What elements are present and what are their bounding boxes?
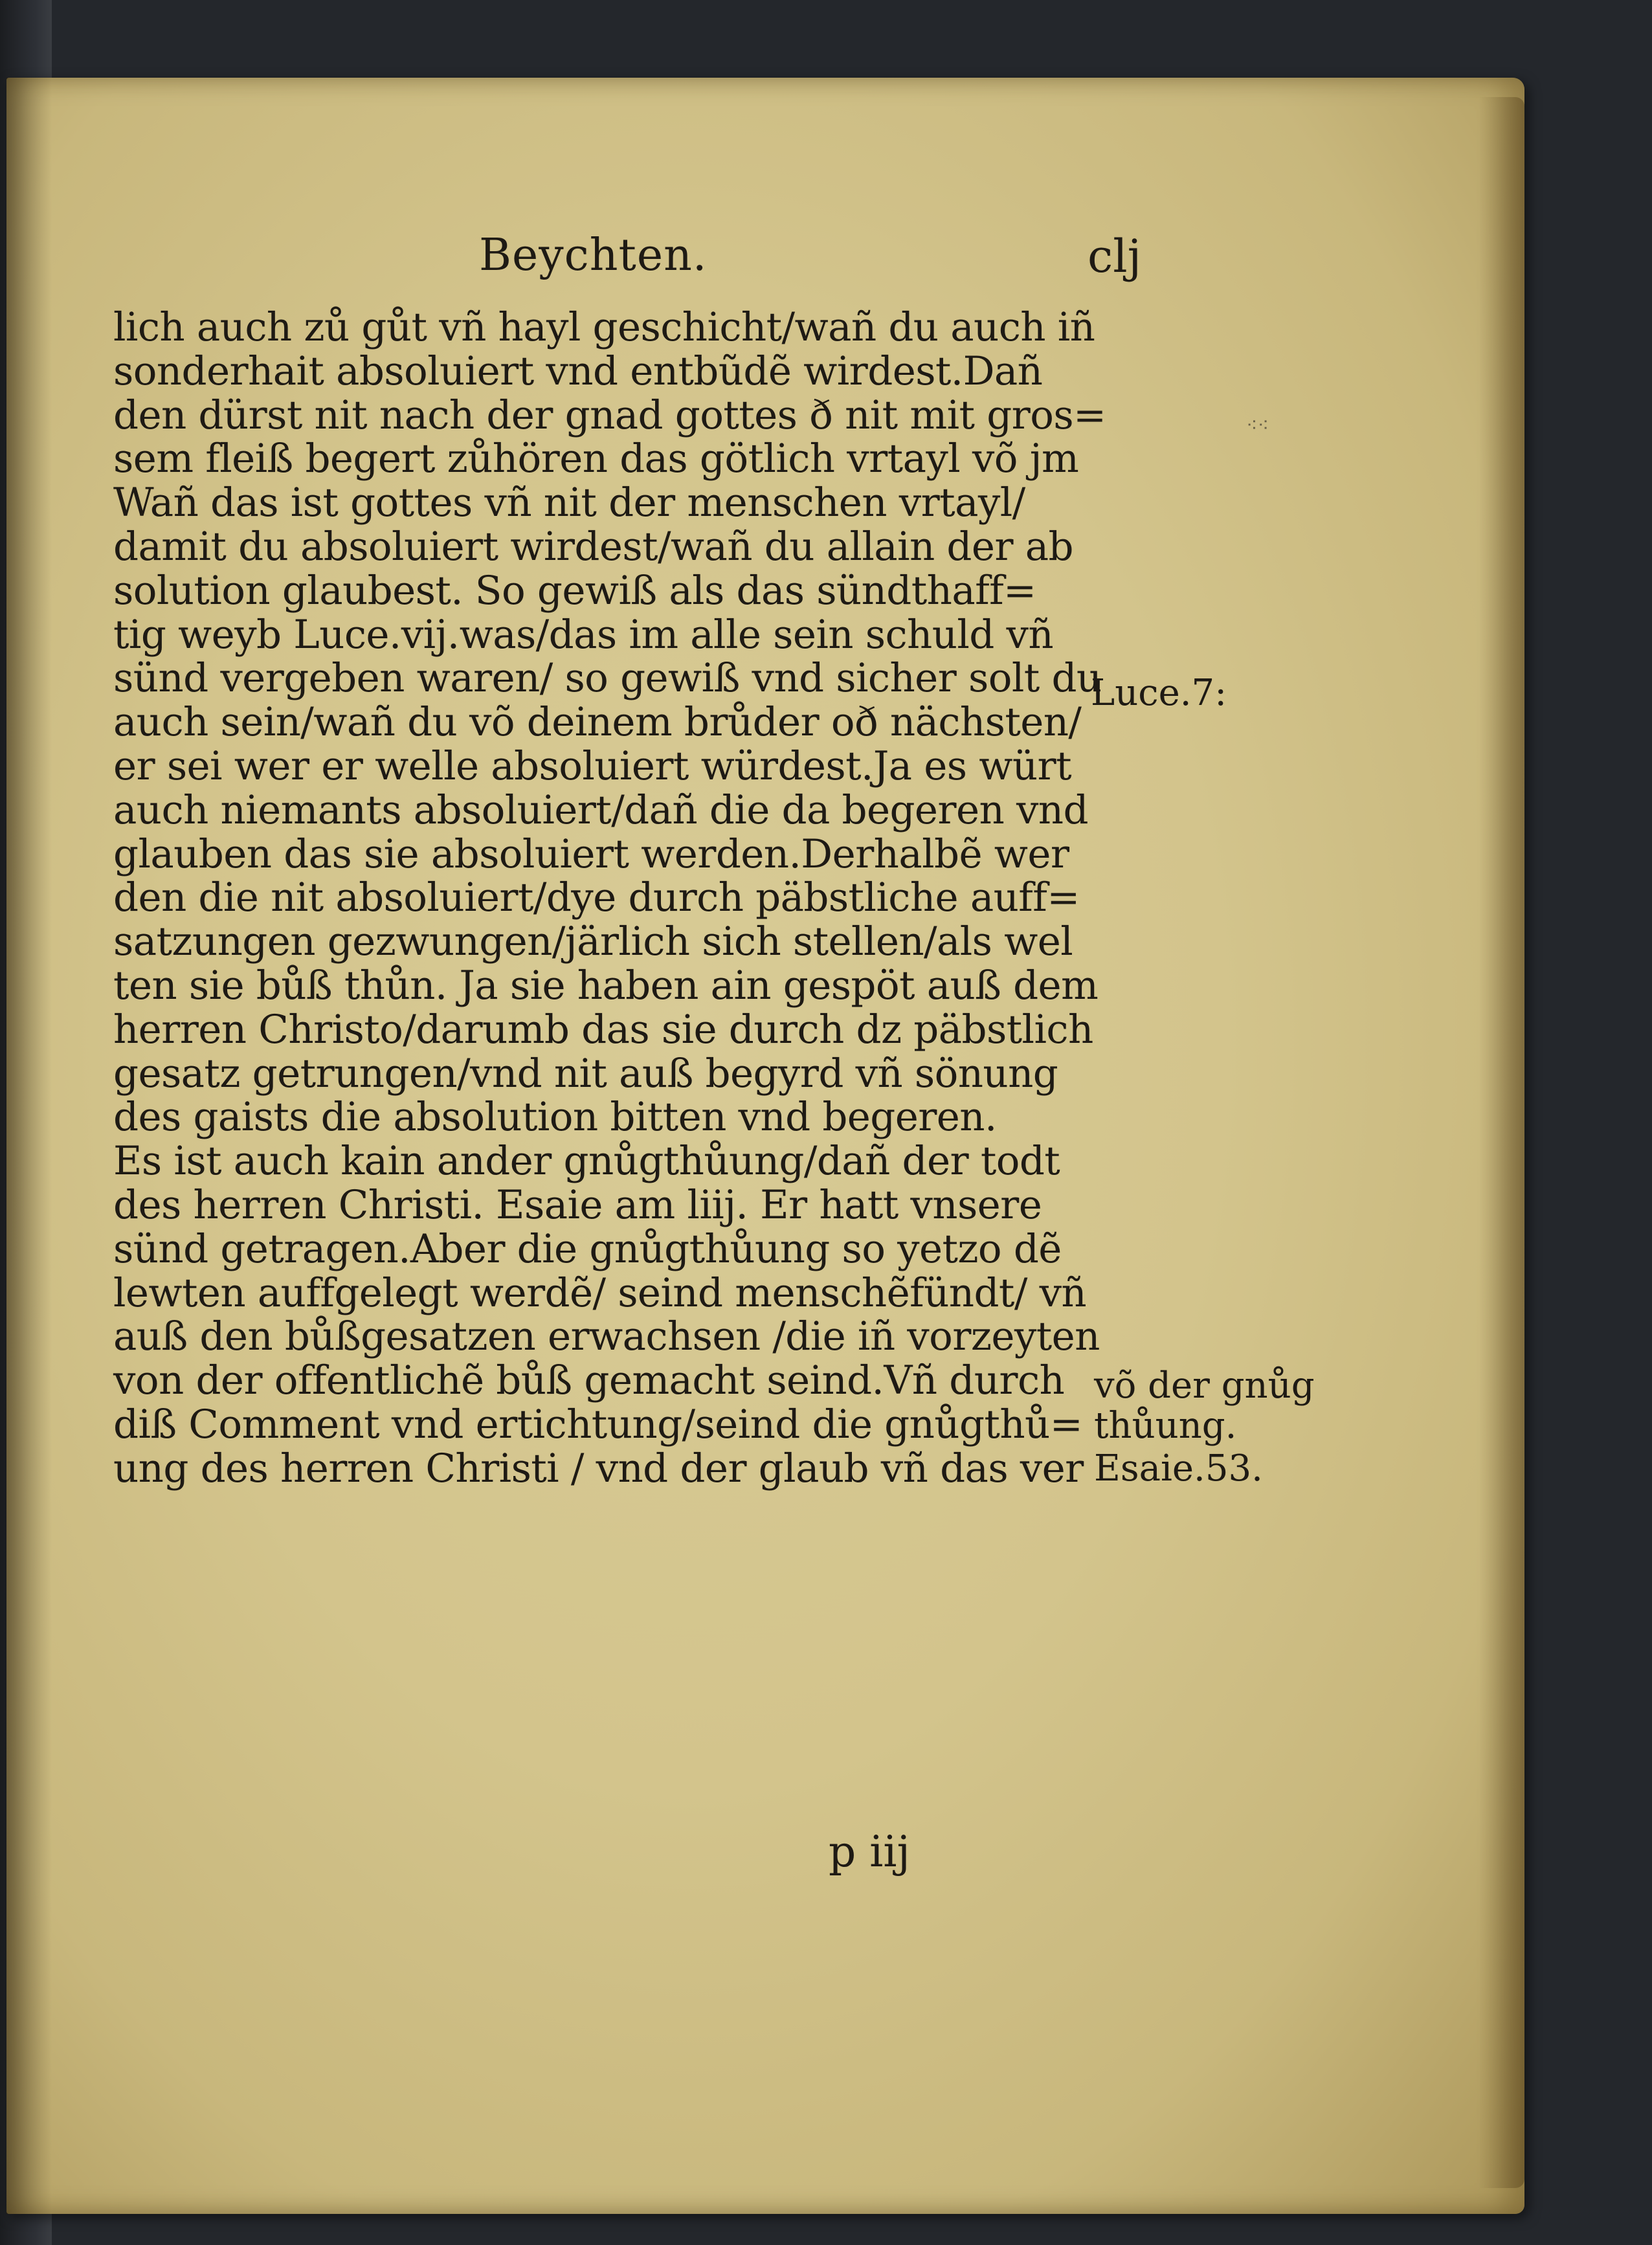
text-line: auch sein/wañ du võ deinem brůder oð nächsten/ xyxy=(113,699,1082,746)
text-line: satzungen gezwungen/järlich sich stellen/als wel xyxy=(113,919,1073,965)
body-text-block xyxy=(113,306,1110,1491)
text-line: herren Christo/darumb das sie durch dz päbstlich xyxy=(113,1006,1093,1053)
text-line: auß den bůßgesatzen erwachsen /die iñ vorzeyten xyxy=(113,1313,1100,1360)
text-line: von der offentlichẽ bůß gemacht seind.Vñ durch xyxy=(113,1357,1065,1404)
text-line: sünd getragen.Aber die gnůgthůung so yetzo dẽ xyxy=(113,1225,1062,1272)
margin-note-gnugthuung-line1: võ der gnůg xyxy=(1094,1365,1315,1407)
text-line: damit du absoluiert wirdest/wañ du allain der ab xyxy=(113,523,1073,570)
text-line: gesatz getrungen/vnd nit auß begyrd vñ sönung xyxy=(113,1050,1058,1097)
text-line: des gaists die absolution bitten vnd begeren. xyxy=(113,1094,997,1141)
margin-note-esaie: Esaie.53. xyxy=(1094,1447,1263,1490)
text-line: sem fleiß begert zůhören das götlich vrtayl võ jm xyxy=(113,436,1079,482)
margin-note-luce: Luce.7: xyxy=(1091,672,1227,714)
text-line: auch niemants absoluiert/dañ die da begeren vnd xyxy=(113,787,1088,833)
text-line: ung des herren Christi / vnd der glaub vñ das ver xyxy=(113,1445,1084,1491)
text-line: des herren Christi. Esaie am liij. Er hatt vnsere xyxy=(113,1181,1042,1228)
text-line: den dürst nit nach der gnad gottes ð nit mit gros= xyxy=(113,392,1106,438)
signature-mark: p iij xyxy=(829,1827,910,1877)
text-line: lewten auffgelegt werdẽ/ seind menschẽfündt/ vñ xyxy=(113,1269,1087,1316)
text-line: solution glaubest. So gewiß als das sündthaff= xyxy=(113,567,1036,614)
text-line: Es ist auch kain ander gnůgthůung/dañ der todt xyxy=(113,1138,1060,1185)
text-line: diß Comment vnd ertichtung/seind die gnůgthů= xyxy=(113,1401,1083,1447)
text-line: glauben das sie absoluiert werden.Derhalbẽ wer xyxy=(113,831,1069,877)
text-line: den die nit absoluiert/dye durch päbstliche auff= xyxy=(113,875,1080,921)
text-line: er sei wer er welle absoluiert würdest.Ja es würt xyxy=(113,743,1071,789)
margin-note-gnugthuung-line2: thůung. xyxy=(1094,1405,1237,1447)
text-line: lich auch zů gůt vñ hayl geschicht/wañ du auch iñ xyxy=(113,304,1095,350)
folio-number: clj xyxy=(1088,230,1142,283)
text-line: Wañ das ist gottes vñ nit der menschen vrtayl/ xyxy=(113,480,1025,526)
page-gutter-shadow xyxy=(6,78,52,2214)
text-line: tig weyb Luce.vij.was/das im alle sein schuld vñ xyxy=(113,611,1054,658)
running-head: Beychten. xyxy=(479,230,708,281)
text-line: sonderhait absoluiert vnd entbũdẽ wirdest.Dañ xyxy=(113,348,1043,394)
page-fore-edge xyxy=(1479,97,1524,2188)
ink-smudge: ⁖⁖ xyxy=(1246,414,1269,437)
text-line: sünd vergeben waren/ so gewiß vnd sicher solt du xyxy=(113,655,1102,702)
text-line: ten sie bůß thůn. Ja sie haben ain gespöt auß dem xyxy=(113,962,1099,1009)
